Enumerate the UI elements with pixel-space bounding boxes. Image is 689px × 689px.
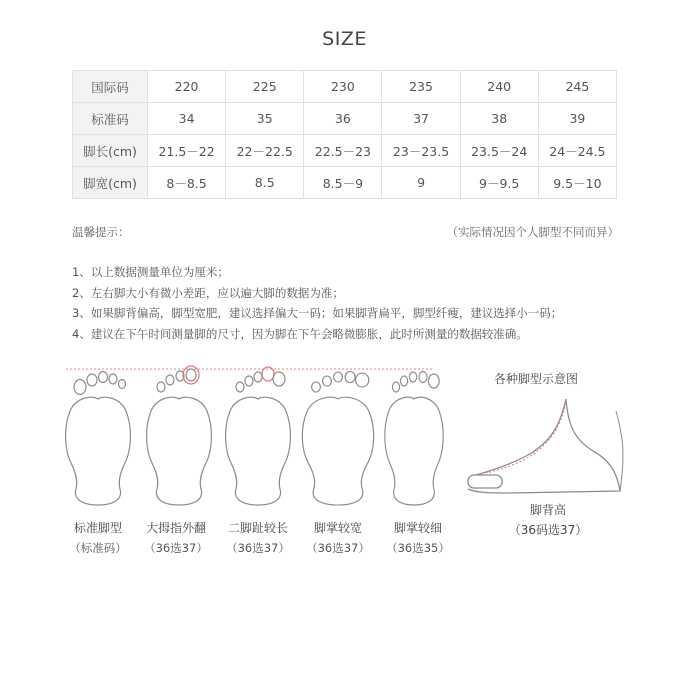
table-row (73, 71, 617, 103)
foot-wide-icon (302, 372, 373, 506)
foot-long-second-toe-icon (226, 367, 291, 505)
foot-standard-icon (66, 372, 131, 506)
foot-type-bunion-caption (131, 518, 221, 558)
tips-note: （实际情况因个人脚型不同而异） (446, 225, 619, 239)
table-cell: 9 (382, 167, 460, 199)
foot-type-high-instep-caption (503, 500, 593, 540)
table-cell: 36 (304, 103, 382, 135)
foot-type-advice: （36选35） (386, 541, 450, 555)
foot-type-advice: （36选37） (226, 541, 290, 555)
foot-type-advice: （36选37） (144, 541, 208, 555)
tip-item: 3、如果脚背偏高，脚型宽肥，建议选择偏大一码；如果脚背扁平，脚型纤瘦，建议选择小一码； (72, 306, 563, 320)
table-cell: 37 (382, 103, 460, 135)
foot-type-name: 标准脚型 (73, 521, 122, 535)
table-cell: 24－24.5 (538, 135, 616, 167)
table-cell: 245 (538, 71, 616, 103)
table-cell: 240 (460, 71, 538, 103)
table-cell: 39 (538, 103, 616, 135)
page-title: SIZE (322, 28, 367, 50)
row-label: 脚长(cm) (73, 135, 148, 167)
foot-type-advice: （标准码） (69, 541, 127, 555)
table-cell: 23.5－24 (460, 135, 538, 167)
tip-item: 2、左右脚大小有微小差距，应以遍大脚的数据为准； (72, 285, 344, 300)
table-cell: 8.5－9 (304, 167, 382, 199)
table-cell: 225 (226, 71, 304, 103)
table-cell: 34 (148, 103, 226, 135)
foot-type-name: 脚掌较细 (393, 521, 442, 535)
foot-type-advice: （36选37） (306, 541, 370, 555)
table-cell: 22－22.5 (226, 135, 304, 167)
table-row (73, 135, 617, 167)
table-cell: 235 (382, 71, 460, 103)
table-cell: 22.5－23 (304, 135, 382, 167)
foot-type-advice: （36码选37） (508, 523, 588, 537)
tip-item: 4、建议在下午时间测量脚的尺寸，因为脚在下午会略微膨胀，此时所测量的数据较准确。 (72, 326, 528, 341)
foot-narrow-icon (385, 372, 443, 506)
foot-type-wide-caption (293, 518, 383, 558)
foot-diagram-title: 各种脚型示意图 (494, 372, 579, 386)
tip-item: 1、以上数据测量单位为厘米； (72, 265, 229, 279)
table-cell: 220 (148, 71, 226, 103)
foot-type-name: 脚掌较宽 (313, 521, 362, 535)
foot-type-name: 脚背高 (529, 503, 566, 517)
table-cell: 8.5 (226, 167, 304, 199)
table-row (73, 167, 617, 199)
table-cell: 8－8.5 (148, 167, 226, 199)
tips-list (72, 262, 562, 344)
row-label: 脚宽(cm) (73, 167, 148, 199)
table-cell: 230 (304, 71, 382, 103)
table-cell: 35 (226, 103, 304, 135)
foot-type-standard-caption (53, 518, 143, 558)
foot-high-instep-icon (468, 399, 623, 493)
size-table (72, 70, 617, 199)
table-cell: 21.5－22 (148, 135, 226, 167)
foot-type-long-second-toe-caption (213, 518, 303, 558)
row-label: 国际码 (73, 71, 148, 103)
table-cell: 23－23.5 (382, 135, 460, 167)
table-cell: 9－9.5 (460, 167, 538, 199)
instep-highlight-line (486, 403, 566, 473)
table-cell: 9.5－10 (538, 167, 616, 199)
foot-type-narrow-caption (373, 518, 463, 558)
table-cell: 38 (460, 103, 538, 135)
foot-bunion-icon (147, 366, 212, 505)
tips-label: 温馨提示： (72, 225, 130, 239)
row-label: 标准码 (73, 103, 148, 135)
foot-type-name: 大拇指外翻 (145, 521, 206, 535)
foot-type-name: 二脚趾较长 (227, 521, 288, 535)
table-row (73, 103, 617, 135)
